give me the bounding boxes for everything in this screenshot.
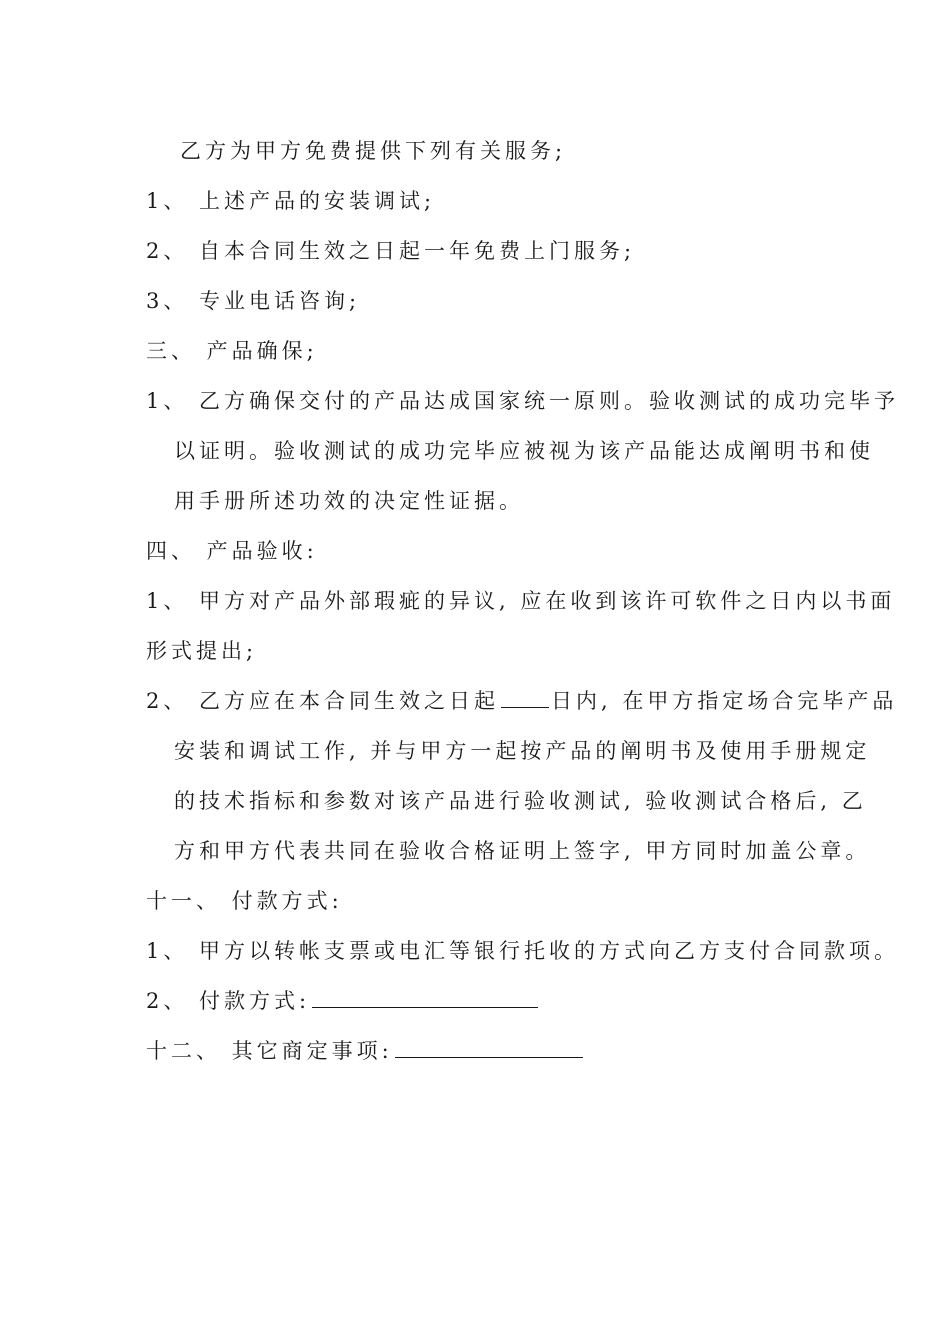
section-4-item-1-line-2: 形式提出; — [146, 639, 258, 663]
service-item-2: 2、 自本合同生效之日起一年免费上门服务; — [146, 239, 636, 263]
other-matters-blank-field[interactable] — [395, 1037, 583, 1058]
section-3-item-1-line-2: 以证明。验收测试的成功完毕应被视为该产品能达成阐明书和使 — [174, 439, 874, 463]
section-11-heading: 十一、 付款方式: — [146, 889, 343, 913]
section-4-item-2-line-2: 安装和调试工作, 并与甲方一起按产品的阐明书及使用手册规定 — [174, 739, 871, 763]
section-12 — [146, 1036, 583, 1066]
section-4-heading: 四、 产品验收: — [146, 539, 318, 563]
section-4-item-2-line-1 — [146, 686, 897, 716]
section-4-item-2-line-4: 方和甲方代表共同在验收合格证明上签字, 甲方同时加盖公章。 — [174, 839, 871, 863]
payment-method-blank-field[interactable] — [312, 987, 538, 1008]
section-3-heading: 三、 产品确保; — [146, 339, 318, 363]
section-4-item-2-text-b: 日内, 在甲方指定场合完毕产品 — [551, 689, 898, 713]
other-matters-label: 十二、 其它商定事项: — [146, 1039, 393, 1063]
service-item-3: 3、 专业电话咨询; — [146, 289, 361, 313]
section-11-item-1: 1、 甲方以转帐支票或电汇等银行托收的方式向乙方支付合同款项。 — [146, 939, 900, 963]
section-4-item-2-text-a: 2、 乙方应在本合同生效之日起 — [146, 689, 500, 713]
service-item-1: 1、 上述产品的安装调试; — [146, 189, 436, 213]
section-3-item-1-line-1: 1、 乙方确保交付的产品达成国家统一原则。验收测试的成功完毕予 — [146, 389, 900, 413]
payment-method-label: 2、 付款方式: — [146, 989, 311, 1013]
days-blank-field[interactable] — [501, 687, 549, 708]
section-4-item-2-line-3: 的技术指标和参数对该产品进行验收测试, 验收测试合格后, 乙 — [174, 789, 867, 813]
section-3-item-1-line-3: 用手册所述功效的决定性证据。 — [174, 489, 524, 513]
intro-paragraph: 乙方为甲方免费提供下列有关服务; — [180, 139, 567, 163]
section-11-item-2 — [146, 986, 538, 1016]
section-4-item-1-line-1: 1、 甲方对产品外部瑕疵的异议, 应在收到该许可软件之日内以书面 — [146, 589, 896, 613]
